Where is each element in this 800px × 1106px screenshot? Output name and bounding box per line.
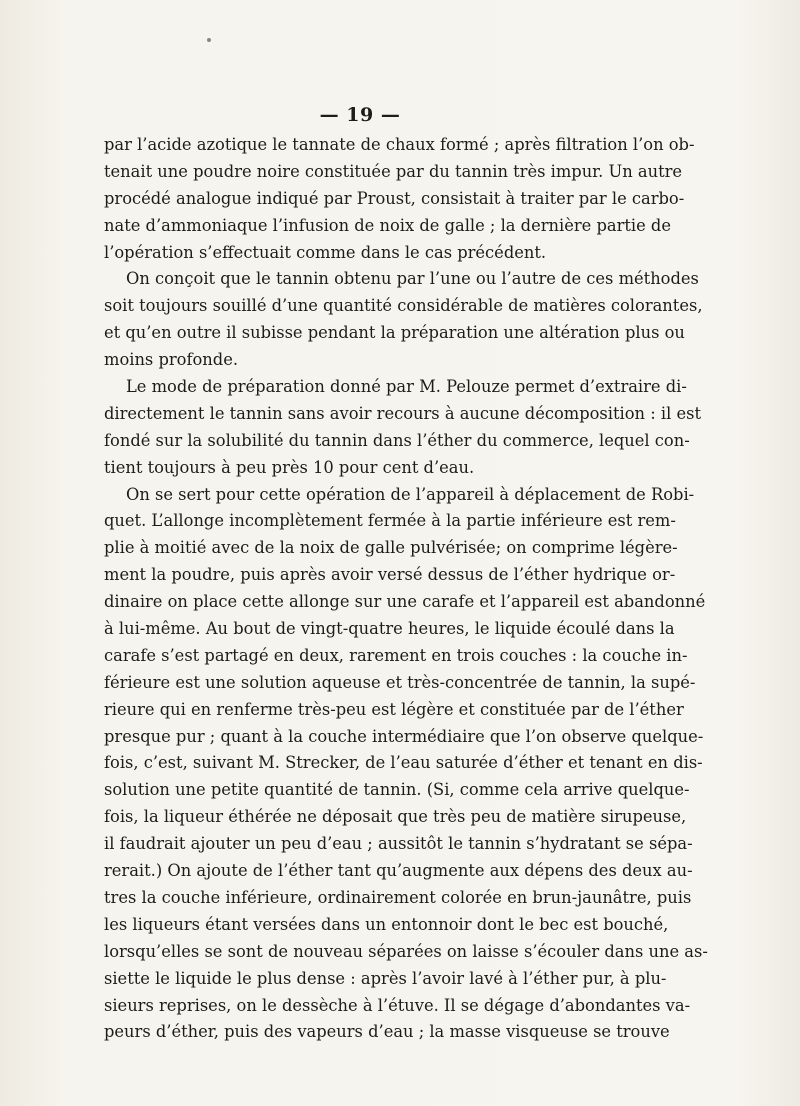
text-line: tres la couche inférieure, ordinairement colorée en brun-jaunâtre, puis — [104, 887, 692, 907]
text-line: plie à moitié avec de la noix de galle pulvérisée; on comprime légère- — [104, 538, 678, 558]
page-number: — 19 — — [319, 104, 401, 126]
text-line: lorsqu’elles se sont de nouveau séparées on laisse s’écouler dans une as- — [104, 941, 708, 961]
text-line: à lui-même. Au bout de vingt-quatre heures, le liquide écoulé dans la — [104, 619, 675, 639]
text-line: ment la poudre, puis après avoir versé dessus de l’éther hydrique or- — [104, 565, 676, 585]
body-text — [104, 132, 708, 1046]
text-line: quet. L’allonge incomplètement fermée à la partie inférieure est rem- — [104, 511, 676, 531]
text-line: procédé analogue indiqué par Proust, consistait à traiter par le carbo- — [104, 188, 685, 208]
paper-speck — [207, 38, 211, 42]
text-line: solution une petite quantité de tannin. (Si, comme cela arrive quelque- — [104, 780, 690, 800]
text-line: Le mode de préparation donné par M. Pelouze permet d’extraire di- — [126, 377, 687, 397]
text-line: siette le liquide le plus dense : après l’avoir lavé à l’éther pur, à plu- — [104, 968, 667, 988]
text-line: il faudrait ajouter un peu d’eau ; aussitôt le tannin s’hydratant se sépa- — [104, 834, 693, 854]
text-line: carafe s’est partagé en deux, rarement en trois couches : la couche in- — [104, 645, 688, 665]
text-line: fondé sur la solubilité du tannin dans l’éther du commerce, lequel con- — [104, 430, 690, 450]
text-line: directement le tannin sans avoir recours à aucune décomposition : il est — [104, 403, 701, 423]
text-line: férieure est une solution aqueuse et très-concentrée de tannin, la supé- — [104, 672, 696, 692]
text-line: les liqueurs étant versées dans un entonnoir dont le bec est bouché, — [104, 914, 669, 934]
text-line: tient toujours à peu près 10 pour cent d’eau. — [104, 457, 475, 477]
text-line: moins profonde. — [104, 350, 239, 370]
text-line: tenait une poudre noire constituée par du tannin très impur. Un autre — [104, 161, 683, 181]
text-line: et qu’en outre il subisse pendant la préparation une altération plus ou — [104, 323, 685, 343]
text-line: rieure qui en renferme très-peu est légère et constituée par de l’éther — [104, 699, 684, 719]
text-line: fois, c’est, suivant M. Strecker, de l’eau saturée d’éther et tenant en dis- — [104, 753, 703, 773]
text-line: presque pur ; quant à la couche intermédiaire que l’on observe quelque- — [104, 726, 704, 746]
text-line: soit toujours souillé d’une quantité considérable de matières colorantes, — [104, 296, 703, 316]
text-line: fois, la liqueur éthérée ne déposait que très peu de matière sirupeuse, — [104, 807, 687, 827]
text-line: sieurs reprises, on le dessèche à l’étuve. Il se dégage d’abondantes va- — [104, 995, 691, 1015]
text-line: par l’acide azotique le tannate de chaux formé ; après filtration l’on ob- — [104, 135, 695, 154]
text-line: rerait.) On ajoute de l’éther tant qu’augmente aux dépens des deux au- — [104, 861, 693, 881]
text-line: dinaire on place cette allonge sur une carafe et l’appareil est abandonné — [104, 592, 706, 612]
text-line: peurs d’éther, puis des vapeurs d’eau ; la masse visqueuse se trouve — [104, 1022, 670, 1042]
text-line: nate d’ammoniaque l’infusion de noix de galle ; la dernière partie de — [104, 215, 671, 235]
text-line: l’opération s’effectuait comme dans le cas précédent. — [104, 242, 547, 262]
text-line: On conçoit que le tannin obtenu par l’une ou l’autre de ces méthodes — [126, 269, 699, 289]
text-line: On se sert pour cette opération de l’appareil à déplacement de Robi- — [126, 484, 695, 504]
